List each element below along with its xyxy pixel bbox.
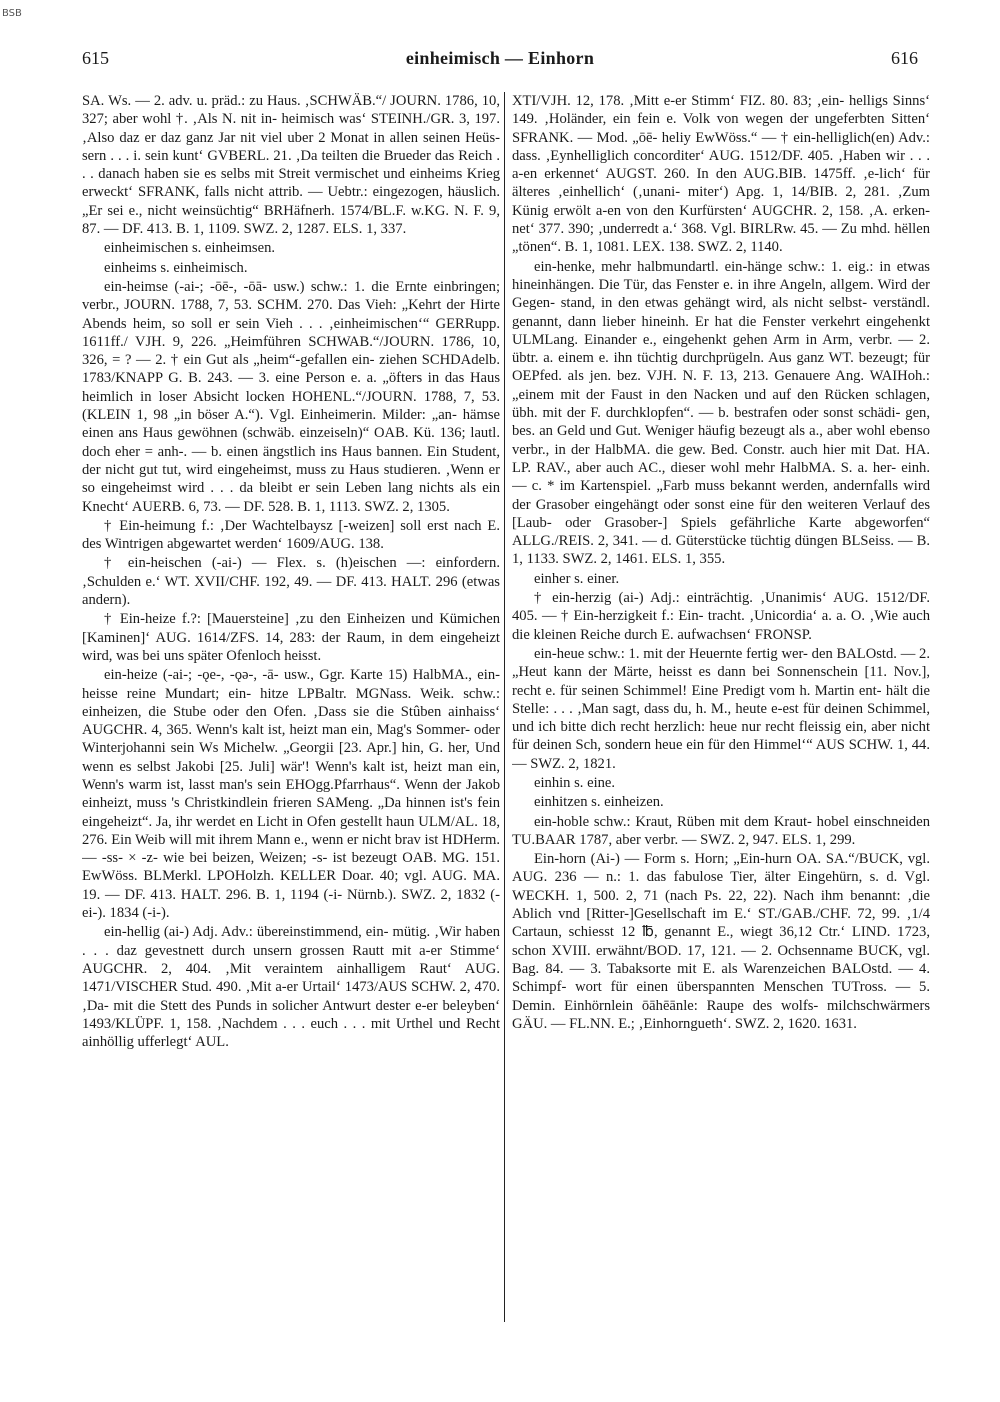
entry-paragraph: ein-hoble schw.: Kraut, Rüben mit dem Kraut- hobel einschneiden TU.BAAR 1787, aber verbr. — SWZ. 2, 947. ELS. 1, 299. xyxy=(512,813,930,848)
entry-paragraph: einher s. einer. xyxy=(534,570,620,587)
entry-paragraph: † ein-herzig (ai-) Adj.: einträchtig. ‚Unanimis‘ AUG. 1512/DF. 405. — † Ein-herzigkeit f.: Ein- tracht. ‚Unicordia‘ a. a. O. ‚Wie auch die kleinen Reiche durch E. aufwachsen‘ FRONSP. xyxy=(512,590,930,643)
entry-paragraph: † ein-heischen (-ai-) — Flex. s. (h)eischen —: einfordern. ‚Schulden e.‘ WT. XVII/CHF. 192, 49. — DF. 413. HALT. 296 (etwas andern). xyxy=(82,555,500,609)
left-column xyxy=(82,92,500,1332)
library-watermark: BSB xyxy=(2,8,22,19)
entry-paragraph: ein-hellig (ai-) Adj. Adv.: übereinstimmend, ein- mütig. ‚Wir haben . . . daz gevestnett durch unsern grossen Rautt mit a-er Stimme‘ AUGCHR. 2, 404. ‚Mit veraintem ainhalligem Raut‘ AUG. 1471/VISCHER Stud. 490. ‚Mit a-er Urtail‘ 1473/AUS SCHW. 2, 470. ‚Da- mit die Stett des Punds in solicher Antwurt dester e-er beleyben‘ 1493/KLÜPF. 1, 158. ‚Nachdem . . . euch . . . mit Urthel und Recht ainhöllig ufferlegt‘ AUL. xyxy=(82,924,500,1051)
column-divider xyxy=(504,92,505,1322)
entry-paragraph: ein-heue schw.: 1. mit der Heuernte fertig wer- den BALOstd. — 2. „Heut kann der Märte, heisst es dann bei Sonnenschein [11. Nov.], recht e. für seinen Schimmel! Eine Predigt vom h. Martin ent- hält die Stelle: . . . ‚Man sagt, dass du, h. M., heute e-est für deinen Schimmel, und ich bitte dich recht herzlich: heue nur recht fleissig ein, aber nicht für deinen Sch, sondern heue ein für den Himmel‘“ AUS SCHW. 1, 44. — SWZ. 2, 1821. xyxy=(512,645,930,772)
entry-paragraph: ein-heize (-ai-; -ǫe-, -ǫǝ-, -ā- usw., Ggr. Karte 15) HalbMA., ein-heisse reine Mundart; ein- hitze LPBaltr. MGNass. Weik. schw.: einheizen, die Stube oder den Ofen. ‚Dass sie die Stûben ainhaiss‘ AUGCHR. 4, 365. Wenn's kalt ist, heizt man ein, Mag's Sommer- oder Winterjohanni sein Ws Michelw. „Georgii [23. Apr.] hin, G. her, Und wenn es selbst Jakobi [25. Juli] wär'! Wenn's kalt ist, heizt man ein, Wenn's warm ist, lasst man's sein EHOgg.Pfarrhaus“. Wenn der Jakob einheizt, muss 's Christkindlein frieren SAMeng. „Da hinnen ist's fein eingeheizt“. Ja, ihr werdet en Licht in Ofen gestellt haun ULM/AL. 18, 276. Ein Weib will mit ihrem Mann e., wenn er nicht brav ist HDHerm. — -ss- × -z- wie bei beizen, Weizen; -s- ist bezeugt OAB. MG. 151. EwWöss. BLMerkl. LPOHolzh. KELLER Doar. 40; vgl. AUG. MA. 19. — DF. 413. HALT. 296. B. 1, 1194 (-i- Nürnb.). SWZ. 2, 1832 (-ei-). 1834 (-i-). xyxy=(82,667,500,922)
entry-paragraph: einhitzen s. einheizen. xyxy=(534,794,664,811)
entry-paragraph: XTI/VJH. 12, 178. ‚Mitt e-er Stimm‘ FIZ. 80. 83; ‚ein- helligs Sinns‘ 149. ‚Holänder, ein fein e. Volk von wegen der ungeferbten Sitten‘ SFRANK. — Mod. „ōē- heliy EwWöss.“ — † ein-helliglich(en) Adv.: dass. ‚Eynhelliglich concorditer‘ AUG. 1512/DF. 405. ‚Haben wir . . . a-en erkennet‘ AUGST. 260. In den AUG.BIB. 1475ff. ‚e-lich‘ für älteres ‚einhellich‘ (‚unani- miter‘) Apg. 1, 14/BIB. 2, 281. ‚Zum Künig erwölt a-en von den Kurfürsten‘ AUGCHR. 2, 158. ‚A. erken- net‘ 377. 390; ‚underredt a.‘ 368. Vgl. BIRLRw. 45. — Zu mhd. hëllen „tönen“. B. 1, 1081. LEX. 138. SWZ. 2, 1140. xyxy=(512,93,930,256)
page-number-right: 616 xyxy=(891,48,918,68)
entry-paragraph: ein-henke, mehr halbmundartl. ein-hänge schw.: 1. eig.: in etwas hineinhängen. Die Tür, das Fenster e. in ihre Angeln, allgem. Wird der Gegen- stand, in den etwas gehängt wird, als nicht selbst- verständl. genannt, dann lieber hineinh. Er hat die Fenster verkehrt eingehenkt ULMLang. Einander e., eingehenkt gehen Arm in Arm, verbr. — 2. übtr. a. einem e. ihn tüchtig durchprügeln. Aus ganz WT. bezeugt; für OEPfed. als jen. bez. VJH. N. F. 13, 213. Genauere Ang. WAIHoh.: „einem mit der Faust in den Nacken und auf den Rücken schlagen, übh. mit der F. durchklopfen“. — b. bestrafen oder sonst schädi- gen, bes. an Geld und Gut. Weniger häufig bezeugt als a., aber wohl ebenso verbr., in der HalbMA. die gew. Bed. Constr. auch hier mit Dat. HA. LP. RAV., aber auch AC., dieser wohl mehr HalbMA. S. a. her- einh. — c. * im Kartenspiel. „Farb muss bekannt werden, andernfalls wird der Grasober eingehängt oder sonst eine für den weiteren Verlauf des [Laub- oder Grasober-] Spiels gefährliche Karte abgeworfen“ ALLG./REIS. 2, 341. — d. Güterstücke tüchtig düngen BLSeiss. — B. 1, 1133. SWZ. 2, 1461. ELS. 1, 355. xyxy=(512,258,930,568)
page-number-left: 615 xyxy=(82,48,109,68)
running-title: einheimisch — Einhorn xyxy=(405,48,595,68)
right-column xyxy=(512,92,930,1332)
entry-paragraph: SA. Ws. — 2. adv. u. präd.: zu Haus. ‚SCHWÄB.“/ JOURN. 1786, 10, 327; aber wohl †. ‚Als N. nit in- heimisch was‘ STEINH./GR. 3, 197. ‚Also daz er daz ganz Jar nit viel uber 2 Monat in allen seinen Heüs- sern . . . i. sein kunt‘ GVBERL. 21. ‚Da teilten die Brueder das Reich . . . danach haben sie es selbs mit Streit vermischet und einheims Krieg erweckt‘ SFRANK, falls nicht attrib. — Uebtr.: eingezogen, häuslich. „Er sei e., nicht weinsüchtig“ BRHäfnerh. 1574/BL.F. w.KG. N. F. 9, 87. — DF. 413. B. 1, 1109. SWZ. 2, 1287. ELS. 1, 337. xyxy=(82,93,500,238)
entry-paragraph: einheimischen s. einheimsen. xyxy=(104,240,276,257)
entry-paragraph: ein-heimse (-ai-; -ōē-, -ōā- usw.) schw.: 1. die Ernte einbringen; verbr., JOURN. 1788, 7, 53. SCHM. 270. Das Vieh: „Kehrt der Hirte Abends heim, so soll er sein Vieh . . . ‚einheimischen‘“ GERRupp. 1611ff./ VJH. 9, 226. „Heimführen SCHWAB.“/JOURN. 1786, 10, 326, = ? — 2. † ein Gut als „heim“-gefallen ein- ziehen SCHDAdelb. 1783/KNAPP G. B. 243. — 3. eine Person e. a. „öfters in das Haus heimlich in loser Absicht locken HOHENL.“/JOURN. 1788, 7, 53. (KLEIN 1, 98 „in böser A.“). Vgl. Einheimerin. Milder: „an- hämse einen ans Haus gewöhnen (schwäb. einzeiseln)“ OAB. Kü. 136; lautl. doch eher = anh-. — b. einen ängstlich ins Haus bannen. Ein Student, der nicht gut tut, wird eingeheimst, muss zu Haus studieren. ‚Wenn er so eingeheimst wird . . . da bleibt er sein Leben lang nichts als ein Knecht‘ AUERB. 6, 73. — DF. 528. B. 1, 1113. SWZ. 2, 1305. xyxy=(82,278,500,515)
page-header xyxy=(82,48,918,78)
entry-paragraph: einhin s. eine. xyxy=(534,774,616,791)
entry-paragraph: einheims s. einheimisch. xyxy=(104,259,248,276)
entry-paragraph: Ein-horn (Ai-) — Form s. Horn; „Ein-hurn OA. SA.“/BUCK, vgl. AUG. 236 — n.: 1. das fabulose Tier, älter Eingehürn, s. d. Vgl. WECKH. 1, 500. 2, 71 (nach Ps. 22, 22). Nach ihm benannt: ‚die Ablich vnd [Ritter-]Gesellschaft im E.‘ ST./GAB./CHF. 72, 99. ‚1/4 Cartaun, schiesst 12 ℔, genannt E., wiegt 36,12 Ctr.‘ LIND. 1723, schon XVIII. erwähnt/BOD. 17, 121. — 2. Ochsenname BUCK, vgl. Bag. 84. — 3. Tabaksorte mit E. als Warenzeichen BALOstd. — 4. Schimpf- wort für einen überspannten Menschen TUTross. — 5. Demin. Einhörnlein ōāhēānle: Raupe des wolfs- milchschwärmers GÄU. — FL.NN. E.; ‚Einhorngueth‘. SWZ. 2, 1620. 1631. xyxy=(512,851,930,1032)
entry-paragraph: † Ein-heimung f.: ‚Der Wachtelbaysz [-weizen] soll erst nach E. des Wintrigen abgewartet werden‘ 1609/AUG. 138. xyxy=(82,517,500,553)
entry-paragraph: † Ein-heize f.?: [Mauersteine] ‚zu den Einheizen und Kümichen [Kaminen]‘ AUG. 1614/ZFS. 14, 283: der Raum, in dem eingeheizt wird, was bei uns später Ofenloch heisst. xyxy=(82,611,500,664)
